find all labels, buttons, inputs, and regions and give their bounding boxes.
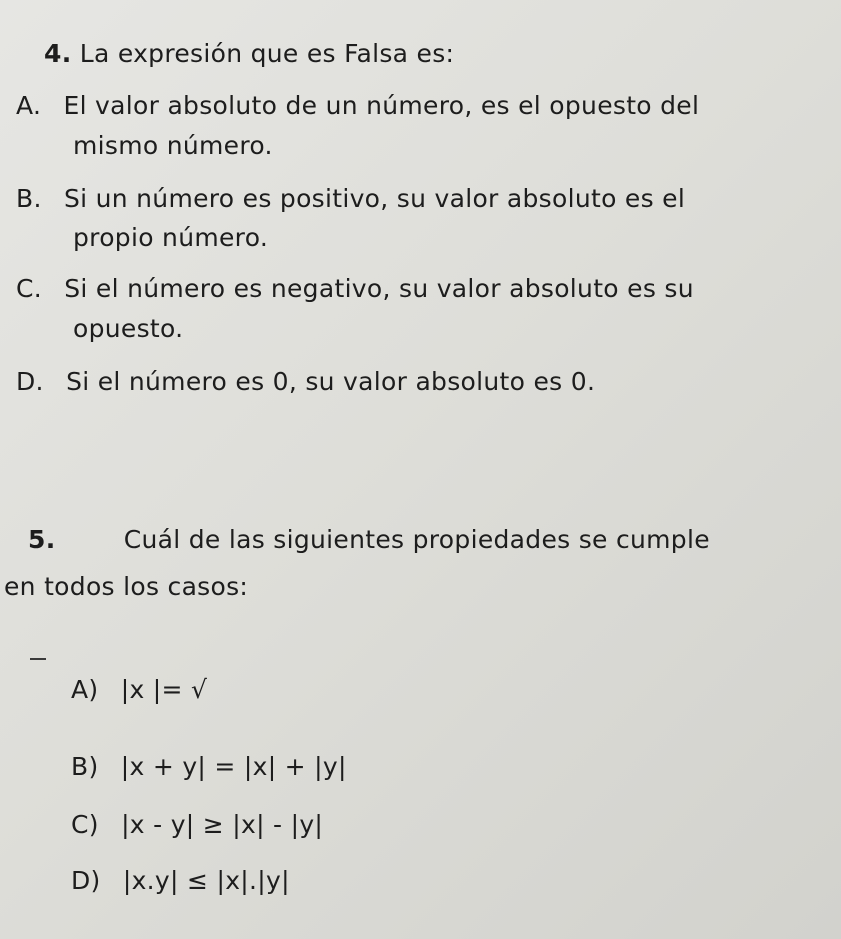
q4-option-d-letter: D. bbox=[16, 367, 44, 396]
q5-option-c-letter: C) bbox=[71, 810, 99, 839]
q5-option-b-letter: B) bbox=[71, 752, 99, 781]
q5-prompt-line2: en todos los casos: bbox=[4, 572, 249, 601]
q4-prompt: La expresión que es Falsa es: bbox=[79, 39, 455, 68]
q5-prompt-line1: Cuál de las siguientes propiedades se cumple bbox=[123, 525, 710, 554]
q4-option-d bbox=[16, 367, 595, 396]
q5-heading bbox=[28, 525, 710, 554]
q5-option-c-expr: |x - y| ≥ |x| - |y| bbox=[121, 810, 324, 839]
q4-option-b bbox=[16, 184, 685, 213]
q5-option-b bbox=[71, 752, 347, 781]
q4-option-d-text: Si el número es 0, su valor absoluto es 0. bbox=[66, 367, 596, 396]
q4-option-a-text: El valor absoluto de un número, es el opuesto del bbox=[63, 91, 700, 120]
q5-option-d bbox=[71, 866, 290, 895]
pencil-mark bbox=[30, 658, 46, 660]
q5-option-a-letter: A) bbox=[71, 675, 99, 704]
q4-option-b-letter: B. bbox=[16, 184, 42, 213]
q4-heading bbox=[44, 39, 454, 68]
q4-option-b-text: Si un número es positivo, su valor absoluto es el bbox=[63, 184, 686, 213]
q4-option-a bbox=[16, 91, 699, 120]
q5-option-c bbox=[71, 810, 323, 839]
q5-option-d-expr: |x.y| ≤ |x|.|y| bbox=[122, 866, 290, 895]
q5-option-a bbox=[71, 675, 207, 704]
q4-option-c bbox=[16, 274, 694, 303]
q5-option-a-expr: |x |= √ bbox=[120, 675, 208, 704]
q4-option-b-cont: propio número. bbox=[73, 223, 269, 252]
q5-option-d-letter: D) bbox=[71, 866, 101, 895]
q4-option-c-cont: opuesto. bbox=[73, 314, 184, 343]
q5-number: 5. bbox=[28, 525, 56, 554]
q4-option-a-cont: mismo número. bbox=[73, 131, 273, 160]
q5-option-b-expr: |x + y| = |x| + |y| bbox=[120, 752, 347, 781]
q4-option-c-text: Si el número es negativo, su valor absoluto es su bbox=[64, 274, 694, 303]
q4-number: 4. bbox=[44, 39, 72, 68]
q4-option-a-letter: A. bbox=[16, 91, 42, 120]
q4-option-c-letter: C. bbox=[16, 274, 43, 303]
